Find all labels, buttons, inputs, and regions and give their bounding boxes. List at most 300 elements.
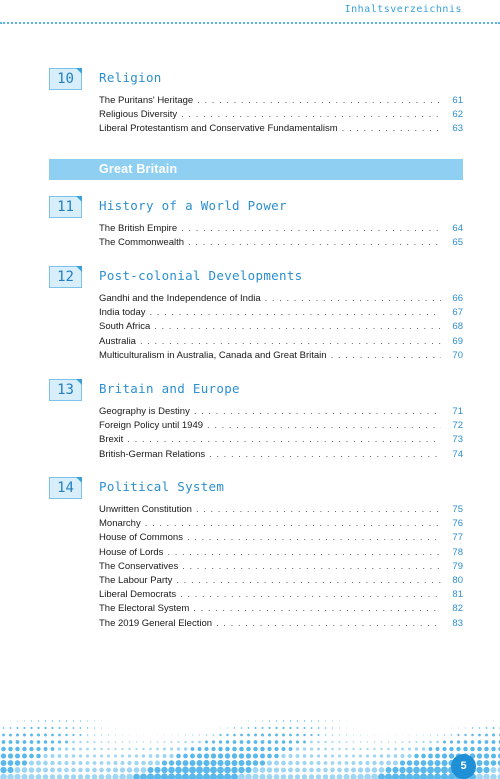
halftone-dot: [101, 741, 103, 743]
halftone-dot: [143, 741, 144, 742]
halftone-dot: [113, 767, 118, 772]
halftone-dot: [303, 747, 306, 750]
halftone-dot: [413, 767, 420, 774]
toc-entry[interactable]: [99, 349, 463, 363]
halftone-dot: [107, 748, 109, 750]
halftone-dot: [464, 740, 468, 744]
halftone-dot: [345, 761, 349, 765]
halftone-dot: [101, 727, 102, 728]
halftone-dot: [128, 754, 131, 757]
toc-entry[interactable]: [99, 94, 463, 108]
halftone-dot: [260, 760, 265, 765]
halftone-dot: [359, 748, 361, 750]
halftone-dot: [282, 747, 286, 751]
halftone-dot: [182, 767, 189, 774]
dot-leader: [167, 546, 441, 560]
entry-page: 76: [452, 518, 463, 530]
halftone-dot: [58, 747, 62, 751]
halftone-dot: [121, 754, 124, 757]
halftone-dot: [157, 741, 159, 743]
toc-entry[interactable]: [99, 320, 463, 334]
halftone-dot: [409, 735, 410, 736]
chapter-number-badge: 12: [49, 266, 82, 288]
halftone-dot: [22, 747, 26, 751]
halftone-dot: [268, 727, 270, 729]
toc-entry[interactable]: [99, 405, 463, 419]
halftone-dot: [164, 735, 165, 736]
halftone-dot: [325, 720, 326, 721]
halftone-dot: [476, 767, 482, 773]
halftone-dot: [434, 760, 440, 766]
halftone-dot: [331, 761, 335, 765]
halftone-dot: [415, 747, 418, 750]
toc-entry[interactable]: [99, 108, 463, 122]
halftone-dot: [10, 727, 12, 729]
halftone-dot: [43, 761, 48, 766]
halftone-dot: [372, 761, 376, 765]
toc-entry[interactable]: [99, 546, 463, 560]
halftone-dot: [51, 747, 55, 751]
toc-entry[interactable]: [99, 306, 463, 320]
toc-entry[interactable]: [99, 292, 463, 306]
halftone-dot: [484, 747, 489, 752]
halftone-dot: [211, 753, 216, 758]
entry-title: The Conservatives: [99, 560, 179, 572]
halftone-dot: [87, 734, 89, 736]
halftone-dot: [477, 753, 482, 758]
halftone-dot: [288, 768, 293, 773]
halftone-dot: [16, 734, 19, 737]
halftone-dot: [31, 720, 32, 721]
toc-entry[interactable]: [99, 574, 463, 588]
halftone-dot: [58, 734, 61, 737]
section-title: Great Britain: [99, 162, 178, 176]
halftone-dot: [295, 768, 300, 773]
halftone-dot: [177, 747, 180, 750]
entry-title: Geography is Destiny: [99, 406, 190, 417]
halftone-dot: [388, 741, 390, 743]
header-rule: [0, 22, 500, 24]
halftone-dot: [261, 727, 263, 729]
halftone-dot: [331, 754, 334, 757]
halftone-dot: [59, 720, 60, 721]
halftone-dot: [353, 741, 355, 743]
halftone-dot: [171, 741, 173, 743]
halftone-dot: [175, 767, 182, 774]
halftone-dot: [485, 740, 489, 744]
halftone-dot: [366, 754, 369, 757]
halftone-dot: [157, 735, 158, 736]
halftone-dot: [400, 760, 405, 765]
halftone-dot: [233, 740, 237, 744]
halftone-dot: [247, 734, 250, 737]
halftone-dot: [358, 767, 363, 772]
halftone-dot: [365, 761, 369, 765]
halftone-dot: [359, 754, 362, 757]
halftone-dot: [57, 768, 62, 773]
entry-page: 68: [452, 321, 463, 333]
halftone-dot: [2, 734, 5, 737]
halftone-dot: [352, 761, 356, 765]
halftone-dot: [395, 741, 397, 743]
entry-page: 62: [452, 109, 463, 121]
halftone-dot: [50, 768, 55, 773]
halftone-dot: [100, 748, 102, 750]
halftone-dot: [51, 727, 53, 729]
dot-leader: [149, 306, 441, 320]
halftone-dot: [65, 747, 68, 750]
page-number-badge: 5: [451, 754, 476, 779]
halftone-dot: [177, 741, 179, 743]
toc-entry[interactable]: [99, 531, 463, 545]
entry-title: House of Lords: [99, 546, 164, 558]
toc-entry[interactable]: [99, 433, 463, 447]
toc-entry[interactable]: [99, 122, 463, 136]
halftone-dot: [465, 727, 466, 728]
entry-page: 77: [452, 532, 463, 544]
halftone-dot: [325, 734, 327, 736]
toc-entry[interactable]: [99, 236, 463, 250]
halftone-dot: [80, 727, 82, 729]
halftone-dot: [367, 735, 368, 736]
halftone-dot: [310, 741, 313, 744]
halftone-dot: [311, 727, 313, 729]
halftone-dot: [394, 754, 398, 758]
halftone-dot: [401, 748, 404, 751]
halftone-dot: [129, 741, 130, 742]
footer-halftone-band: [0, 719, 500, 779]
halftone-dot: [421, 760, 427, 766]
toc-entry[interactable]: [99, 602, 463, 616]
halftone-dot: [150, 741, 152, 743]
halftone-dot: [324, 761, 328, 765]
halftone-dot: [136, 735, 137, 736]
halftone-dot: [205, 741, 208, 744]
halftone-dot: [360, 735, 361, 736]
halftone-dot: [2, 740, 6, 744]
halftone-dot: [394, 748, 397, 751]
entry-page: 80: [452, 574, 463, 586]
halftone-dot: [238, 767, 244, 773]
dot-leader: [331, 349, 441, 363]
toc-entry[interactable]: [99, 617, 463, 631]
halftone-dot: [274, 761, 279, 766]
halftone-dot: [407, 760, 412, 765]
halftone-dot: [492, 740, 496, 744]
halftone-dot: [141, 761, 146, 766]
halftone-dot: [309, 768, 314, 773]
halftone-dot: [387, 748, 390, 751]
halftone-dot: [409, 741, 411, 743]
halftone-dot: [317, 734, 319, 736]
halftone-dot: [9, 740, 13, 744]
halftone-dot: [429, 741, 432, 744]
entry-title: The British Empire: [99, 223, 178, 234]
halftone-dot: [64, 768, 69, 773]
halftone-dot: [253, 760, 259, 766]
halftone-dot: [45, 720, 46, 721]
halftone-dot: [224, 767, 231, 774]
halftone-dot: [127, 761, 131, 765]
halftone-dot: [456, 747, 460, 751]
halftone-dot: [51, 740, 54, 743]
toc-entry[interactable]: [99, 448, 463, 462]
halftone-dot: [198, 741, 201, 744]
halftone-dot: [100, 761, 104, 765]
halftone-dot: [246, 760, 252, 766]
halftone-dot: [149, 748, 152, 751]
dot-leader: [140, 335, 441, 349]
halftone-dot: [197, 753, 202, 758]
halftone-dot: [402, 741, 404, 743]
dot-leader: [181, 222, 441, 236]
halftone-dot: [128, 748, 130, 750]
halftone-dot: [15, 753, 20, 758]
halftone-dot: [282, 740, 285, 743]
toc-entry[interactable]: [99, 560, 463, 574]
halftone-dot: [36, 767, 41, 772]
halftone-dot: [296, 740, 299, 743]
halftone-dot: [339, 721, 340, 722]
dot-leader: [207, 419, 441, 433]
halftone-dot: [261, 740, 265, 744]
toc-entry[interactable]: [99, 335, 463, 349]
toc-entry[interactable]: [99, 517, 463, 531]
halftone-dot: [436, 741, 439, 744]
halftone-dot: [346, 734, 347, 735]
halftone-dot: [122, 741, 123, 742]
halftone-dot: [37, 740, 41, 744]
halftone-dot: [302, 768, 307, 773]
halftone-dot: [50, 761, 54, 765]
halftone-dot: [115, 728, 116, 729]
halftone-dot: [115, 741, 117, 743]
halftone-dot: [8, 760, 14, 766]
halftone-dot: [51, 734, 54, 737]
halftone-dot: [240, 734, 243, 737]
halftone-dot: [296, 727, 298, 729]
halftone-dot: [71, 768, 76, 773]
halftone-dot: [338, 748, 340, 750]
halftone-dot: [493, 727, 495, 729]
halftone-dot: [184, 747, 188, 751]
halftone-dot: [374, 735, 375, 736]
halftone-dot: [318, 720, 319, 721]
halftone-dot: [253, 753, 258, 758]
halftone-dot: [449, 747, 453, 751]
halftone-dot: [162, 754, 166, 758]
halftone-dot: [225, 747, 230, 752]
halftone-dot: [450, 740, 453, 743]
halftone-dot: [267, 767, 273, 773]
halftone-dot: [1, 753, 6, 758]
halftone-dot: [373, 754, 376, 757]
halftone-dot: [16, 740, 20, 744]
halftone-dot: [134, 767, 140, 773]
halftone-dot: [176, 754, 181, 759]
header-label: Inhaltsverzeichnis: [344, 4, 462, 15]
halftone-dot: [407, 754, 411, 758]
halftone-dot: [380, 748, 382, 750]
chapter-title: Post-colonial Developments: [99, 268, 303, 283]
halftone-dot: [136, 741, 137, 742]
halftone-dot: [134, 761, 138, 765]
halftone-dot: [241, 727, 243, 729]
halftone-dot: [94, 721, 95, 722]
entry-list: [99, 405, 463, 462]
halftone-dot: [247, 740, 251, 744]
halftone-dot: [114, 748, 116, 750]
chapter-number-badge: 14: [49, 477, 82, 499]
halftone-dot: [344, 768, 349, 773]
halftone-dot: [491, 767, 497, 773]
halftone-dot: [491, 747, 496, 752]
dot-leader: [187, 531, 441, 545]
halftone-dot: [30, 733, 33, 736]
halftone-dot: [92, 768, 97, 773]
halftone-dot: [150, 735, 151, 736]
halftone-dot: [164, 741, 166, 743]
entry-title: House of Commons: [99, 532, 183, 544]
halftone-dot: [353, 734, 354, 735]
halftone-dot: [185, 734, 186, 735]
halftone-dot: [168, 767, 175, 774]
entry-title: Australia: [99, 335, 136, 347]
halftone-dot: [261, 734, 264, 737]
dot-leader: [197, 94, 441, 108]
halftone-dot: [204, 747, 208, 751]
halftone-dot: [114, 761, 118, 765]
halftone-dot: [231, 760, 237, 766]
halftone-dot: [428, 760, 434, 766]
halftone-dot: [255, 721, 256, 722]
halftone-dot: [332, 727, 333, 728]
halftone-dot: [253, 767, 259, 773]
halftone-dot: [457, 734, 459, 736]
halftone-dot: [217, 760, 223, 766]
halftone-dot: [203, 760, 209, 766]
halftone-dot: [463, 747, 468, 752]
entry-page: 61: [452, 95, 463, 106]
halftone-dot: [87, 720, 88, 721]
halftone-dot: [240, 740, 244, 744]
halftone-dot: [210, 760, 216, 766]
halftone-dot: [218, 753, 223, 758]
halftone-dot: [310, 747, 313, 750]
entry-page: 67: [452, 307, 463, 319]
entry-title: Monarchy: [99, 518, 141, 530]
dot-leader: [209, 448, 441, 462]
halftone-dot: [353, 728, 354, 729]
halftone-dot: [484, 753, 489, 758]
entry-page: 70: [452, 349, 463, 361]
halftone-dot: [443, 741, 446, 744]
halftone-dot: [231, 767, 238, 774]
halftone-dot: [422, 741, 424, 743]
halftone-dot: [260, 767, 266, 773]
halftone-dot: [352, 755, 355, 758]
halftone-dot: [108, 741, 110, 743]
halftone-dot: [274, 747, 278, 751]
halftone-dot: [85, 768, 90, 773]
halftone-dot: [337, 768, 342, 773]
halftone-dot: [183, 760, 189, 766]
halftone-dot: [345, 755, 348, 758]
toc-entry[interactable]: [99, 588, 463, 602]
halftone-dot: [486, 727, 488, 729]
halftone-dot: [178, 735, 179, 736]
halftone-dot: [346, 741, 348, 743]
halftone-dot: [218, 747, 222, 751]
halftone-dot: [135, 754, 138, 757]
halftone-dot: [196, 760, 202, 766]
halftone-dot: [107, 761, 111, 765]
entry-list: [99, 94, 463, 137]
entry-page: 64: [452, 223, 463, 234]
halftone-dot: [22, 760, 27, 765]
halftone-dot: [72, 754, 75, 757]
halftone-dot: [120, 767, 125, 772]
halftone-dot: [297, 720, 298, 721]
halftone-dot: [246, 747, 251, 752]
entry-list: [99, 503, 463, 631]
halftone-dot: [360, 741, 361, 742]
halftone-dot: [100, 754, 103, 757]
halftone-dot: [148, 761, 153, 766]
halftone-dot: [275, 740, 279, 744]
halftone-dot: [220, 728, 221, 729]
entry-page: 79: [452, 560, 463, 572]
entry-title: Foreign Policy until 1949: [99, 420, 204, 432]
halftone-dot: [101, 721, 102, 722]
halftone-dot: [203, 767, 210, 774]
halftone-dot: [441, 760, 447, 766]
halftone-dot: [332, 721, 333, 722]
toc-entry[interactable]: [99, 222, 463, 236]
halftone-dot: [310, 754, 314, 758]
chapter-title: Britain and Europe: [99, 381, 240, 396]
dot-leader: [127, 433, 441, 447]
halftone-dot: [93, 761, 97, 765]
entry-title: Brexit: [99, 434, 124, 446]
halftone-dot: [478, 734, 481, 737]
halftone-dot: [283, 720, 284, 721]
halftone-dot: [484, 760, 490, 766]
halftone-dot: [206, 728, 207, 729]
section-bar: [49, 159, 463, 180]
halftone-dot: [267, 754, 272, 759]
halftone-dot: [58, 740, 61, 743]
halftone-dot: [339, 727, 340, 728]
toc-entry[interactable]: [99, 419, 463, 433]
halftone-dot: [7, 767, 13, 773]
halftone-dot: [72, 747, 75, 750]
halftone-dot: [17, 727, 19, 729]
halftone-dot: [435, 753, 440, 758]
halftone-dot: [121, 748, 123, 750]
dot-leader: [342, 122, 441, 136]
halftone-dot: [311, 720, 312, 721]
halftone-dot: [255, 727, 257, 729]
halftone-dot: [269, 720, 270, 721]
toc-entry[interactable]: [99, 503, 463, 517]
halftone-dot: [8, 747, 13, 752]
halftone-dot: [66, 727, 68, 729]
halftone-dot: [93, 741, 95, 743]
halftone-dot: [399, 767, 405, 773]
halftone-dot: [94, 727, 95, 728]
halftone-dot: [414, 760, 420, 766]
